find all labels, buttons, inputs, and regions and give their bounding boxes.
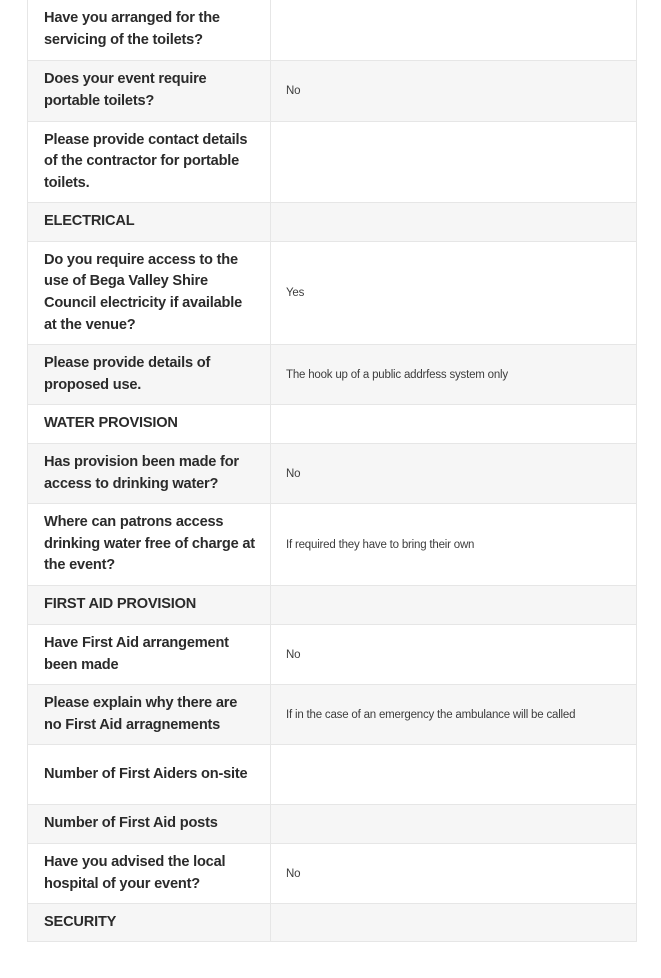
answer-value: Yes [271, 242, 637, 345]
question-label: Have First Aid arrangement been made [28, 625, 271, 685]
table-row [28, 504, 637, 586]
question-label: Please provide contact details of the contractor for portable toilets. [28, 122, 271, 203]
answer-value [271, 405, 637, 444]
answer-value: No [271, 844, 637, 904]
table-row [28, 345, 637, 405]
answer-value [271, 586, 637, 625]
table-row [28, 0, 637, 61]
section-heading-first-aid-provision: FIRST AID PROVISION [28, 586, 271, 625]
question-label: Please provide details of proposed use. [28, 345, 271, 405]
event-application-table [27, 0, 637, 942]
table-row [28, 685, 637, 745]
answer-value: The hook up of a public addrfess system only [271, 345, 637, 405]
table-row [28, 242, 637, 345]
table-row [28, 61, 637, 122]
answer-value: If in the case of an emergency the ambulance will be called [271, 685, 637, 745]
question-label: Number of First Aid posts [28, 805, 271, 844]
section-header-row [28, 586, 637, 625]
question-label: Please explain why there are no First Aid arragnements [28, 685, 271, 745]
section-heading-water-provision: WATER PROVISION [28, 405, 271, 444]
answer-value: No [271, 61, 637, 122]
question-label: Where can patrons access drinking water free of charge at the event? [28, 504, 271, 586]
question-label: Does your event require portable toilets? [28, 61, 271, 122]
question-label: Have you arranged for the servicing of the toilets? [28, 0, 271, 61]
answer-value [271, 122, 637, 203]
table-row [28, 625, 637, 685]
answer-value [271, 904, 637, 942]
answer-value [271, 0, 637, 61]
question-label: Number of First Aiders on-site [28, 745, 271, 805]
question-label: Has provision been made for access to drinking water? [28, 444, 271, 504]
answer-value: No [271, 625, 637, 685]
table-row [28, 444, 637, 504]
answer-value: If required they have to bring their own [271, 504, 637, 586]
question-label: Do you require access to the use of Bega Valley Shire Council electricity if available at the venue? [28, 242, 271, 345]
answer-value: No [271, 444, 637, 504]
answer-value [271, 745, 637, 805]
table-row [28, 122, 637, 203]
section-header-row [28, 405, 637, 444]
section-heading-electrical: ELECTRICAL [28, 203, 271, 242]
section-heading-security: SECURITY [28, 904, 271, 942]
section-header-row [28, 904, 637, 942]
table-row [28, 805, 637, 844]
question-label: Have you advised the local hospital of your event? [28, 844, 271, 904]
answer-value [271, 203, 637, 242]
table-row [28, 745, 637, 805]
answer-value [271, 805, 637, 844]
section-header-row [28, 203, 637, 242]
table-row [28, 844, 637, 904]
